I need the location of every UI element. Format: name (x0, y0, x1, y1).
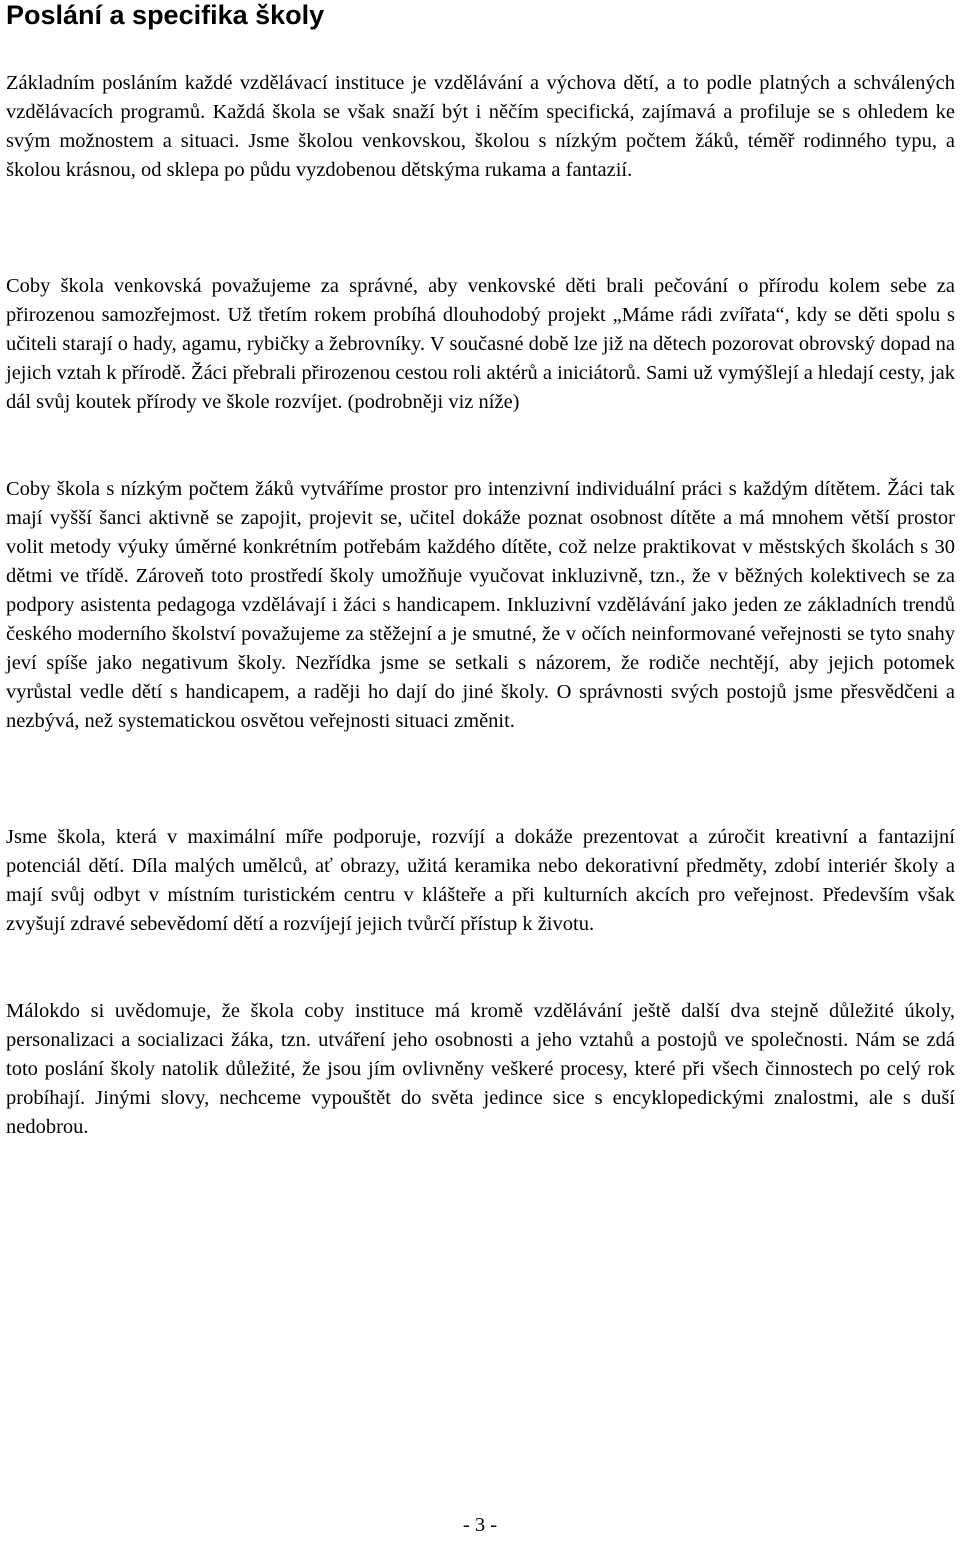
paragraph-inclusion: Coby škola s nízkým počtem žáků vytváříme prostor pro intenzivní individuální práci s každým dítětem. Žáci tak mají vyšší šanci aktivně se zapojit, projevit se, učitel dokáže poznat osobnost dítěte a má mnohem větší prostor volit metody výuky úměrné konkrétním potřebám každého dítěte, což nelze praktikovat v městských školách s 30 dětmi ve třídě. Zároveň toto prostředí školy umožňuje vyučovat inkluzivně, tzn., že v běžných kolektivech se za podpory asistenta pedagoga vzdělávají i žáci s handicapem. Inkluzivní vzdělávání jako jeden ze základních trendů českého moderního školství považujeme za stěžejní a je smutné, že v očích neinformované veřejnosti se tyto snahy jeví spíše jako negativum školy. Nezřídka jsme se setkali s názorem, že rodiče nechtějí, aby jejich potomek vyrůstal vedle dětí s handicapem, a raději ho dají do jiné školy. O správnosti svých postojů jsme přesvědčeni a nezbývá, než systematickou osvětou veřejnosti situaci změnit. (6, 478, 955, 732)
paragraph-mission: Základním posláním každé vzdělávací instituce je vzdělávání a výchova dětí, a to podle platných a schválených vzdělávacích programů. Každá škola se však snaží být i něčím specifická, zajímavá a profiluje se s ohledem ke svým možnostem a situaci. Jsme školou venkovskou, školou s nízkým počtem žáků, téměř rodinného typu, a školou krásnou, od sklepa po půdu vyzdobenou dětskýma rukama a fantazií. (6, 72, 955, 181)
paragraph-creativity: Jsme škola, která v maximální míře podporuje, rozvíjí a dokáže prezentovat a zúročit kreativní a fantazijní potenciál dětí. Díla malých umělců, ať obrazy, užitá keramika nebo dekorativní předměty, zdobí interiér školy a mají svůj odbyt v místním turistickém centru v klášteře a při kulturních akcích pro veřejnost. Především však zvyšují zdravé sebevědomí dětí a rozvíjejí jejich tvůrčí přístup k životu. (6, 826, 955, 935)
paragraph-nature-project: Coby škola venkovská považujeme za správné, aby venkovské děti brali pečování o přírodu kolem sebe za přirozenou samozřejmost. Už třetím rokem probíhá dlouhodobý projekt „Máme rádi zvířata“, kdy se děti spolu s učiteli starají o hady, agamu, rybičky a žebrovníky. V současné době lze již na dětech pozorovat obrovský dopad na jejich vztah k přírodě. Žáci přebrali přirozenou cestou roli aktérů a iniciátorů. Sami už vymýšlejí a hledají cesty, jak dál svůj koutek přírody ve škole rozvíjet. (podrobněji viz níže) (6, 275, 955, 413)
page-number: - 3 - (462, 1514, 498, 1536)
paragraph-socialization: Málokdo si uvědomuje, že škola coby instituce má kromě vzdělávání ještě další dva stejně důležité úkoly, personalizaci a socializaci žáka, tzn. utváření jeho osobnosti a jeho vztahů a postojů ve společnosti. Nám se zdá toto poslání školy natolik důležité, že jsou jím ovlivněny veškeré procesy, které při všech činnostech po celý rok probíhají. Jinými slovy, nechceme vypouštět do světa jedince sice s encyklopedickými znalostmi, ale s duší nedobrou. (6, 1000, 955, 1138)
page-title: Poslání a specifika školy (6, 0, 325, 30)
